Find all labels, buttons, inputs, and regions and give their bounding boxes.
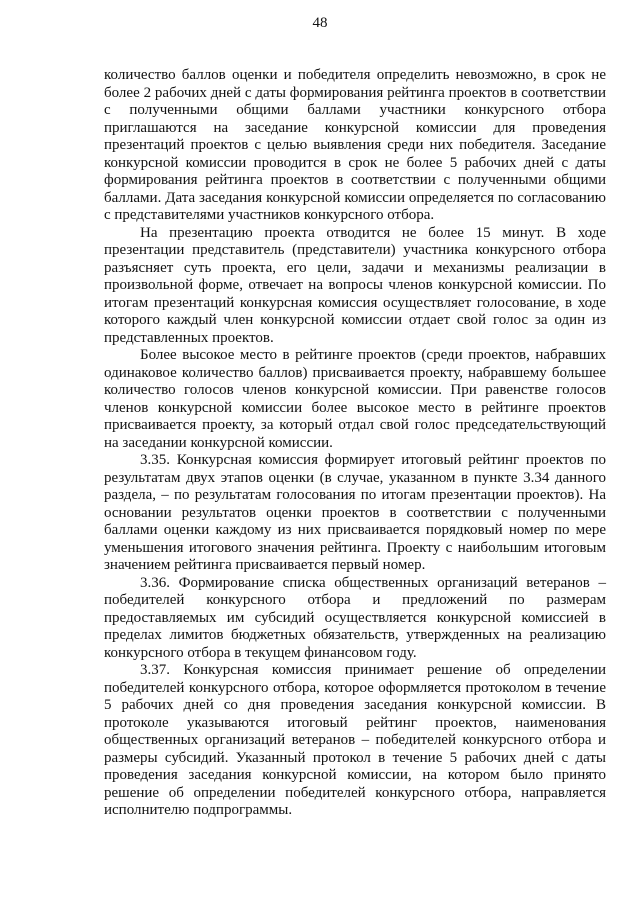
paragraph-3-35: 3.35. Конкурсная комиссия формирует итоговый рейтинг проектов по результатам двух этапов оценки (в случае, указанном в пункте 3.34 данного раздела, – по результатам голосования по итогам презентации проектов). На основании результатов оценки проектов в соответствии с полученными баллами оценки каждому из них присваивается порядковый номер по мере уменьшения итогового значения рейтинга. Проекту с наибольшим итоговым значением рейтинга присваивается первый номер.	[104, 452, 606, 573]
page-number: 48	[312, 15, 328, 31]
paragraph-continuation: количество баллов оценки и победителя определить невозможно, в срок не более 2 рабочих дней с даты формирования рейтинга проектов в соответствии с полученными общими баллами участники конкурсного отбора приглашаются на заседание конкурсной комиссии для проведения презентаций проектов с целью выявления среди них победителя. Заседание конкурсной комиссии проводится в срок не более 5 рабочих дней с даты формирования рейтинга проектов в соответствии с полученными общими баллами. Дата заседания конкурсной комиссии определяется по согласованию с представителями участников конкурсного отбора.	[104, 67, 606, 223]
document-body	[104, 67, 606, 820]
paragraph-3-37: 3.37. Конкурсная комиссия принимает решение об определении победителей конкурсного отбора, которое оформляется протоколом в течение 5 рабочих дней со дня проведения заседания конкурсной комиссии. В протоколе указываются итоговый рейтинг проектов, наименования общественных организаций ветеранов – победителей конкурсного отбора и размеры субсидий. Указанный протокол в течение 5 рабочих дней с даты проведения заседания конкурсной комиссии, на котором было принято решение об определении победителей конкурсного отбора, направляется исполнителю подпрограммы.	[104, 662, 606, 818]
paragraph-3-36: 3.36. Формирование списка общественных организаций ветеранов – победителей конкурсного отбора и предложений по размерам предоставляемых им субсидий осуществляется конкурсной комиссией в пределах лимитов бюджетных обязательств, утвержденных на реализацию конкурсного отбора в текущем финансовом году.	[104, 574, 606, 661]
paragraph-presentation: На презентацию проекта отводится не более 15 минут. В ходе презентации представитель (представители) участника конкурсного отбора разъясняет суть проекта, его цели, задачи и механизмы реализации в произвольной форме, отвечает на вопросы членов конкурсной комиссии. По итогам презентаций конкурсная комиссия осуществляет голосование, в ходе которого каждый член конкурсной комиссии отдает свой голос за один из представленных проектов.	[104, 224, 606, 346]
paragraph-ranking-tie: Более высокое место в рейтинге проектов (среди проектов, набравших одинаковое количество баллов) присваивается проекту, набравшему большее количество голосов членов конкурсной комиссии. При равенстве голосов членов конкурсной комиссии более высокое место в рейтинге проектов присваивается проекту, за который отдал свой голос председательствующий на заседании конкурсной комиссии.	[104, 347, 606, 451]
